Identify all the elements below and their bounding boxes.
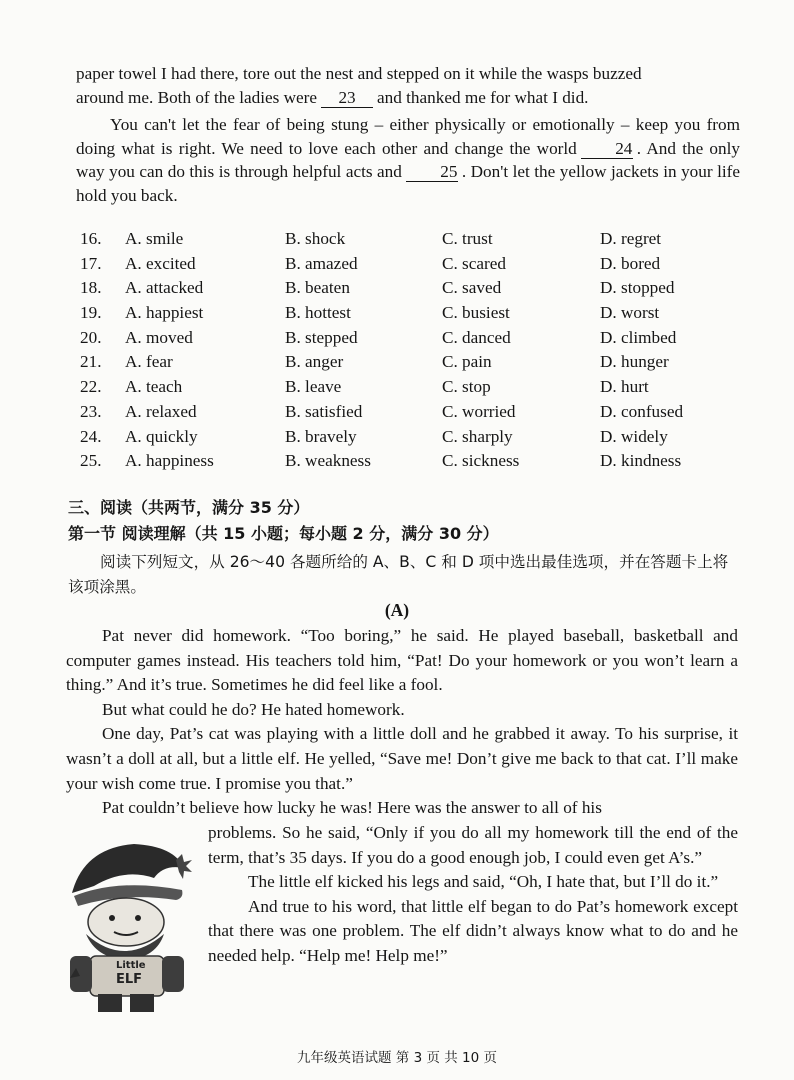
blank-24: 24: [581, 140, 633, 159]
option-row: [80, 303, 720, 328]
option-d: D. hurt: [600, 377, 649, 397]
option-b: B. weakness: [285, 451, 371, 471]
section-heading: 三、阅读（共两节，满分 35 分）: [68, 498, 310, 517]
question-number: 21.: [80, 352, 102, 372]
blank-25: 25: [406, 163, 458, 182]
intro-line-2b: and thanked me for what I did.: [377, 87, 589, 107]
elf-label-elf: ELF: [116, 972, 143, 987]
option-a: A. smile: [125, 229, 184, 248]
passage-p4a: Pat couldn’t believe how lucky he was! Here was the answer to all of his: [102, 798, 602, 818]
option-row: [80, 352, 720, 377]
option-b: B. amazed: [285, 253, 358, 273]
passage-p2: But what could he do? He hated homework.: [102, 699, 405, 719]
option-b: B. satisfied: [285, 401, 363, 421]
option-d: D. stopped: [600, 278, 675, 298]
option-a: A. excited: [125, 253, 196, 273]
elf-label-little: Little: [116, 960, 146, 971]
option-b: B. beaten: [285, 278, 350, 298]
intro-paragraph-2: [76, 113, 740, 207]
question-number: 20.: [80, 327, 102, 347]
option-b: B. anger: [285, 352, 344, 372]
option-a: A. relaxed: [125, 401, 197, 421]
option-d: D. widely: [600, 426, 668, 446]
question-number: 19.: [80, 303, 102, 323]
option-row: [80, 427, 720, 452]
intro-paragraph-1: [76, 62, 740, 109]
option-b: B. shock: [285, 229, 346, 248]
option-d: D. bored: [600, 253, 661, 273]
question-number: 17.: [80, 253, 102, 273]
question-number: 25.: [80, 451, 102, 471]
option-c: C. busiest: [442, 303, 510, 323]
option-a: A. quickly: [125, 426, 198, 446]
question-number: 16.: [80, 229, 102, 248]
option-a: A. teach: [125, 377, 183, 397]
option-a: A. happiness: [125, 451, 214, 471]
option-c: C. sickness: [442, 451, 520, 471]
passage-p1: Pat never did homework. “Too boring,” he said. He played baseball, basketball and computer games instead. His teachers told him, “Pat! Do your homework or you won’t learn a thing.” And it’s true. Sometimes he did feel like a fool.: [66, 626, 738, 695]
option-c: C. saved: [442, 278, 502, 298]
question-number: 22.: [80, 377, 102, 397]
options-table: [80, 229, 720, 476]
option-c: C. stop: [442, 377, 491, 397]
option-b: B. leave: [285, 377, 342, 397]
passage-side-text: [208, 821, 738, 969]
option-a: A. happiest: [125, 303, 204, 323]
section-subheading: 第一节 阅读理解（共 15 小题；每小题 2 分，满分 30 分）: [68, 524, 499, 543]
option-c: C. scared: [442, 253, 506, 273]
para2-part-b: . And the only way you can do this is through helpful acts and: [76, 138, 740, 182]
option-d: D. kindness: [600, 451, 682, 471]
intro-line-1: paper towel I had there, tore out the nest and stepped on it while the wasps buzzed: [76, 64, 642, 83]
elf-drawing: [64, 838, 194, 1018]
passage-p4b: problems. So he said, “Only if you do all my homework till the end of the term, that’s 35 days. If you do a good enough job, I could even get A’s.”: [208, 823, 738, 867]
section-instruction: 阅读下列短文，从 26～40 各题所给的 A、B、C 和 D 项中选出最佳选项，并在答题卡上将该项涂黑。: [68, 553, 729, 596]
elf-illustration: [64, 838, 194, 1018]
question-number: 24.: [80, 426, 102, 446]
page-footer: 九年级英语试题 第 3 页 共 10 页: [296, 1050, 497, 1066]
option-a: A. fear: [125, 352, 173, 372]
option-row: [80, 254, 720, 279]
option-row: [80, 229, 720, 254]
para2-part-c: . Don't let the yellow jackets in your life hold you back.: [76, 162, 740, 205]
option-row: [80, 402, 720, 427]
option-b: B. bravely: [285, 426, 357, 446]
option-d: D. climbed: [600, 327, 677, 347]
passage-paragraph-1: [66, 624, 738, 821]
passage-p3: One day, Pat’s cat was playing with a little doll and he grabbed it away. To his surprise, it wasn’t a doll at all, but a little elf. He yelled, “Save me! Don’t give me back to that cat. I’ll make your wish come true. I promise you that.”: [66, 724, 738, 793]
option-d: D. regret: [600, 229, 662, 248]
option-d: D. hunger: [600, 352, 669, 372]
option-c: C. pain: [442, 352, 492, 372]
para2-part-a: You can't let the fear of being stung – either physically or emotionally – keep you from doing what is right. We need to love each other and change the world: [76, 115, 740, 158]
option-b: B. hottest: [285, 303, 351, 323]
option-c: C. danced: [442, 327, 511, 347]
passage-p5: The little elf kicked his legs and said, “Oh, I hate that, but I’ll do it.”: [248, 872, 719, 892]
option-d: D. confused: [600, 401, 684, 421]
option-row: [80, 377, 720, 402]
option-row: [80, 451, 720, 476]
option-d: D. worst: [600, 303, 660, 323]
passage-title: (A): [384, 600, 410, 620]
option-row: [80, 328, 720, 353]
option-b: B. stepped: [285, 327, 358, 347]
option-c: C. sharply: [442, 426, 513, 446]
option-a: A. attacked: [125, 278, 204, 298]
question-number: 18.: [80, 278, 102, 298]
option-a: A. moved: [125, 327, 193, 347]
option-c: C. worried: [442, 401, 516, 421]
option-row: [80, 278, 720, 303]
option-c: C. trust: [442, 229, 493, 248]
question-number: 23.: [80, 401, 102, 421]
intro-line-2a: around me. Both of the ladies were: [76, 87, 318, 107]
passage-p6: And true to his word, that little elf began to do Pat’s homework except that there was one problem. The elf didn’t always know what to do and he needed help. “Help me! Help me!”: [208, 896, 738, 965]
blank-23: 23: [321, 89, 373, 108]
